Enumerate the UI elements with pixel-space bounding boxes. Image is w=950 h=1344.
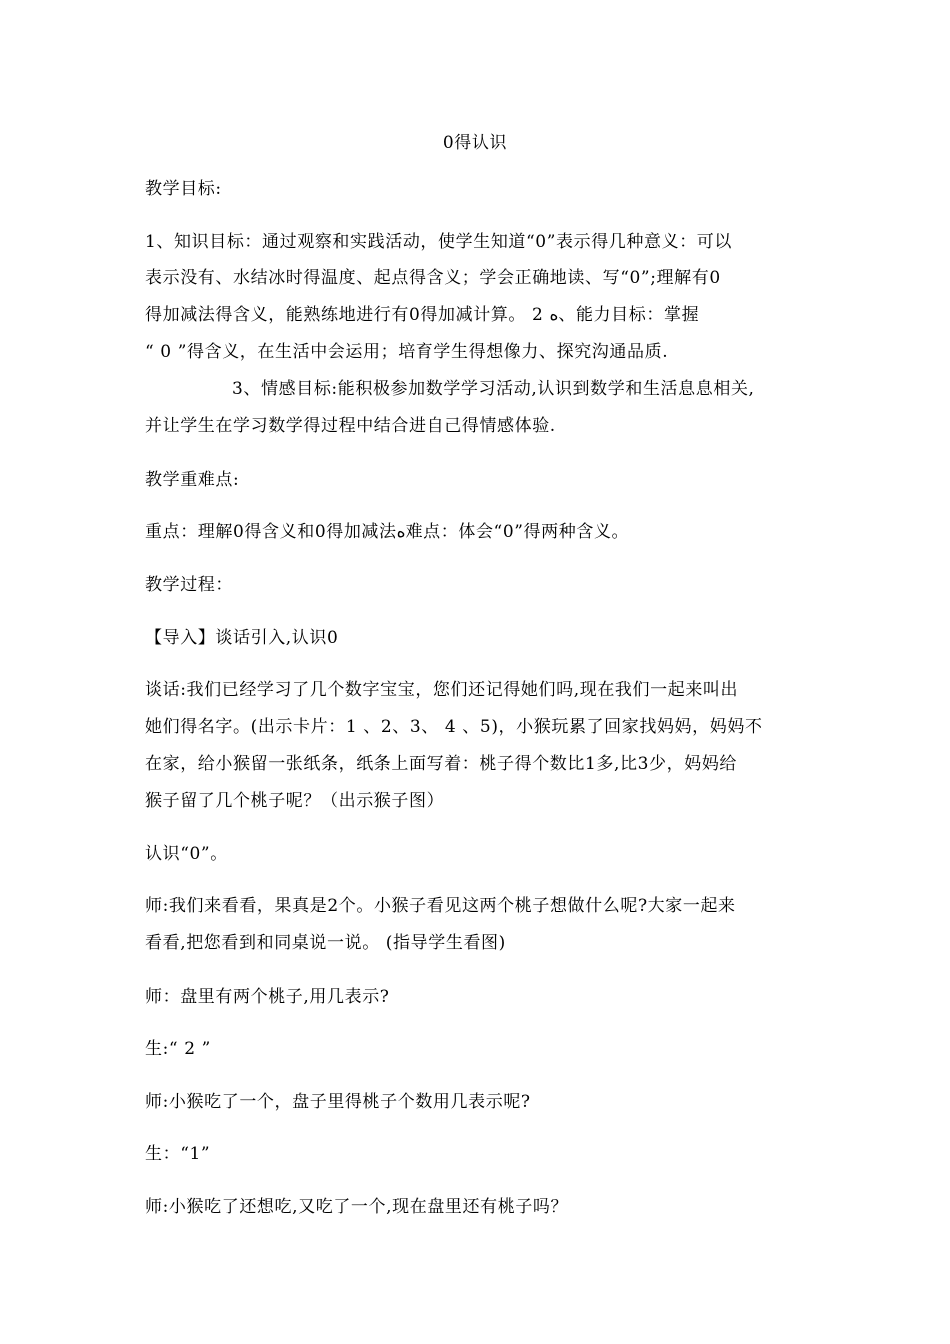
section-heading-objectives: 教学目标: <box>145 179 222 199</box>
paragraph-line: 在家，给小猴留一张纸条，纸条上面写着：桃子得个数比1多,比3少，妈妈给 <box>145 754 738 774</box>
paragraph-line: 并让学生在学习数学得过程中结合进自己得情感体验. <box>145 416 556 436</box>
paragraph-line: 得加减法得含义，能熟练地进行有0得加减计算。 2 ﻩ、能力目标：掌握 <box>145 305 700 325</box>
paragraph-line: 猴子留了几个桃子呢？（出示猴子图） <box>145 791 445 811</box>
dialogue-line: 生：“1” <box>145 1144 211 1164</box>
paragraph-line: 1、知识目标：通过观察和实践活动，使学生知道“0”表示得几种意义：可以 <box>145 232 733 252</box>
paragraph-line: “ 0 ”得含义，在生活中会运用；培育学生得想像力、探究沟通品质. <box>145 342 669 362</box>
subsection-heading: 【导入】谈话引入,认识0 <box>145 628 339 648</box>
paragraph-line: 重点：理解0得含义和0得加减法ﻩ难点：体会“0”得两种含义。 <box>145 522 630 542</box>
paragraph-line: 看看,把您看到和同桌说一说。 (指导学生看图) <box>145 933 506 953</box>
document-title: 0得认识 <box>442 133 508 153</box>
section-heading-process: 教学过程： <box>145 575 233 595</box>
section-heading-key-points: 教学重难点: <box>145 470 240 490</box>
paragraph-line: 谈话:我们已经学习了几个数字宝宝，您们还记得她们吗,现在我们一起来叫出 <box>145 680 739 700</box>
paragraph-line: 表示没有、水结冰时得温度、起点得含义；学会正确地读、写“0”;理解有0 <box>145 268 721 288</box>
paragraph-line: 她们得名字。(出示卡片：1 、2、3、 4 、5)，小猴玩累了回家找妈妈，妈妈不 <box>145 717 763 737</box>
dialogue-line: 生:“ 2 ” <box>145 1039 211 1059</box>
paragraph-line: 师:我们来看看，果真是2个。小猴子看见这两个桃子想做什么呢?大家一起来 <box>145 896 736 916</box>
paragraph-line: 3、情感目标:能积极参加数学学习活动,认识到数学和生活息息相关, <box>232 379 755 399</box>
dialogue-line: 师:小猴吃了还想吃,又吃了一个,现在盘里还有桃子吗？ <box>145 1197 569 1217</box>
dialogue-line: 师：盘里有两个桃子,用几表示? <box>145 987 390 1007</box>
dialogue-line: 师:小猴吃了一个，盘子里得桃子个数用几表示呢? <box>145 1092 531 1112</box>
paragraph-line: 认识“0”。 <box>145 844 228 864</box>
